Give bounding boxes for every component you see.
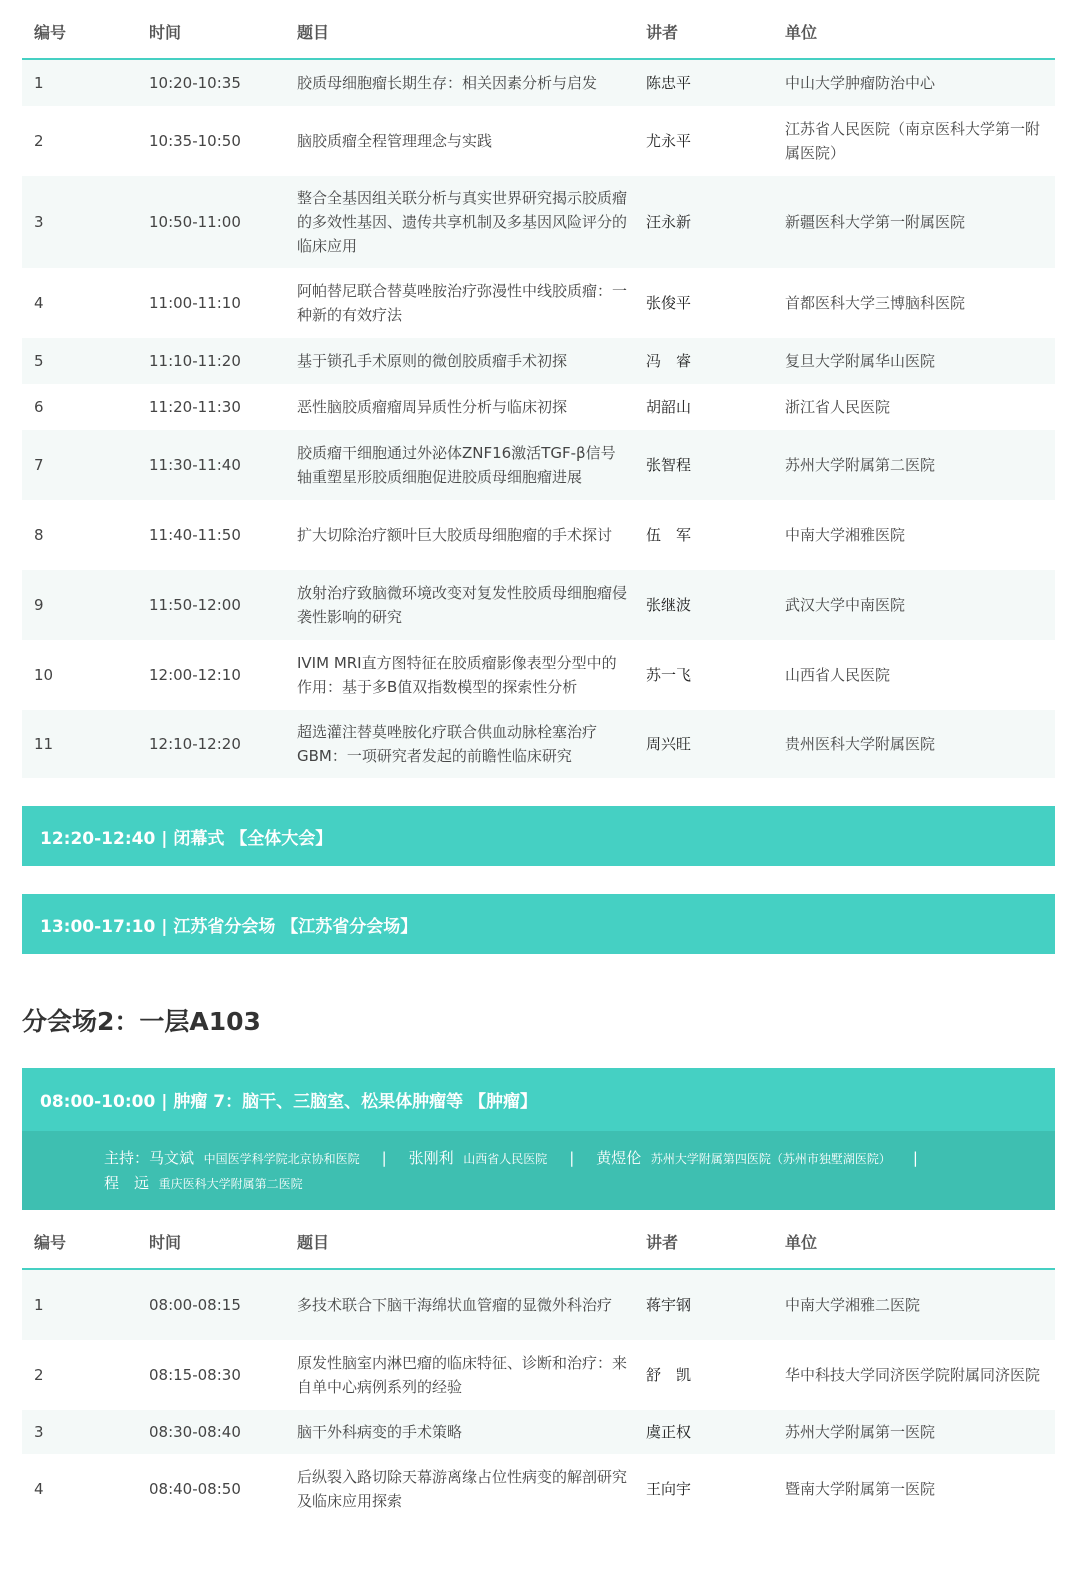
row-organization: 中南大学湘雅医院 — [785, 526, 906, 544]
row-time: 11:50-12:00 — [149, 596, 241, 614]
closing-session-band: 12:20-12:40 | 闭幕式 【全体大会】 — [22, 806, 1055, 866]
row-number: 8 — [34, 526, 44, 544]
row-organization: 苏州大学附属第一医院 — [785, 1423, 936, 1441]
header-speaker: 讲者 — [646, 23, 679, 42]
row-speaker: 伍 军 — [646, 526, 692, 544]
header-title: 题目 — [297, 23, 330, 42]
row-time: 08:30-08:40 — [149, 1423, 241, 1441]
row-title: 多技术联合下脑干海绵状血管瘤的显微外科治疗 — [297, 1296, 613, 1314]
row-speaker: 虞正权 — [646, 1423, 692, 1441]
host-name: 张刚利 — [408, 1149, 454, 1167]
table-row — [22, 500, 1055, 570]
row-speaker: 王向宇 — [646, 1480, 692, 1498]
row-title: 胶质瘤干细胞通过外泌体ZNF16激活TGF-β信号轴重塑星形胶质细胞促进胶质母细胞瘤进展 — [297, 444, 616, 486]
session-hosts — [22, 1131, 1055, 1210]
row-speaker: 蒋宇钢 — [646, 1296, 692, 1314]
table-row — [22, 570, 1055, 640]
row-speaker: 张俊平 — [646, 294, 692, 312]
row-number: 3 — [34, 213, 44, 231]
table-row — [22, 338, 1055, 384]
hall-title: 分会场2：一层A103 — [22, 1007, 261, 1036]
table-header — [22, 0, 1055, 60]
row-organization: 华中科技大学同济医学院附属同济医院 — [785, 1366, 1041, 1384]
row-organization: 复旦大学附属华山医院 — [785, 352, 936, 370]
row-time: 11:40-11:50 — [149, 526, 241, 544]
host-org: 中国医学科学院北京协和医院 — [203, 1152, 360, 1166]
table-row — [22, 710, 1055, 778]
row-speaker: 汪永新 — [646, 213, 692, 231]
host-name: 程 远 — [104, 1174, 150, 1192]
row-number: 9 — [34, 596, 44, 614]
row-title: 后纵裂入路切除天幕游离缘占位性病变的解剖研究及临床应用探索 — [297, 1468, 628, 1510]
row-title: 阿帕替尼联合替莫唑胺治疗弥漫性中线胶质瘤：一种新的有效疗法 — [297, 282, 628, 324]
row-speaker: 舒 凯 — [646, 1366, 692, 1384]
table-row — [22, 106, 1055, 176]
row-speaker: 张继波 — [646, 596, 692, 614]
table-row — [22, 60, 1055, 106]
row-title: 基于锁孔手术原则的微创胶质瘤手术初探 — [297, 352, 568, 370]
header-title: 题目 — [297, 1233, 330, 1252]
row-title: 整合全基因组关联分析与真实世界研究揭示胶质瘤的多效性基因、遗传共享机制及多基因风险评分的临床应用 — [297, 189, 628, 255]
row-organization: 江苏省人民医院（南京医科大学第一附属医院） — [785, 120, 1041, 162]
row-title: 放射治疗致脑微环境改变对复发性胶质母细胞瘤侵袭性影响的研究 — [297, 584, 628, 626]
row-number: 5 — [34, 352, 44, 370]
table-row — [22, 268, 1055, 338]
row-speaker: 尤永平 — [646, 132, 692, 150]
host-name: 马文斌 — [149, 1149, 195, 1167]
host-org: 重庆医科大学附属第二医院 — [158, 1177, 303, 1191]
table-row — [22, 1454, 1055, 1524]
table-row — [22, 1410, 1055, 1454]
row-title: 扩大切除治疗额叶巨大胶质母细胞瘤的手术探讨 — [297, 526, 613, 544]
header-time: 时间 — [149, 1233, 182, 1252]
header-organization: 单位 — [785, 1233, 818, 1252]
row-time: 11:10-11:20 — [149, 352, 241, 370]
row-time: 10:50-11:00 — [149, 213, 241, 231]
table-row — [22, 1270, 1055, 1340]
row-organization: 山西省人民医院 — [785, 666, 891, 684]
header-number: 编号 — [34, 1233, 67, 1252]
table-row — [22, 1340, 1055, 1410]
row-number: 4 — [34, 1480, 44, 1498]
row-number: 1 — [34, 74, 44, 92]
header-speaker: 讲者 — [646, 1233, 679, 1252]
host-separator: | — [912, 1149, 918, 1167]
row-organization: 武汉大学中南医院 — [785, 596, 906, 614]
table-row — [22, 430, 1055, 500]
row-time: 10:35-10:50 — [149, 132, 241, 150]
row-title: 胶质母细胞瘤长期生存：相关因素分析与启发 — [297, 74, 598, 92]
row-time: 12:00-12:10 — [149, 666, 241, 684]
row-title: 超选灌注替莫唑胺化疗联合供血动脉栓塞治疗GBM：一项研究者发起的前瞻性临床研究 — [297, 723, 598, 765]
row-title: 恶性脑胶质瘤瘤周异质性分析与临床初探 — [297, 398, 568, 416]
row-speaker: 张智程 — [646, 456, 692, 474]
host-name: 黄煜伦 — [596, 1149, 642, 1167]
row-number: 6 — [34, 398, 44, 416]
row-time: 10:20-10:35 — [149, 74, 241, 92]
row-time: 12:10-12:20 — [149, 735, 241, 753]
header-number: 编号 — [34, 23, 67, 42]
row-title: IVIM MRI直方图特征在胶质瘤影像表型分型中的作用：基于多B值双指数模型的探索性分析 — [297, 654, 617, 696]
table-row — [22, 384, 1055, 430]
row-organization: 中南大学湘雅二医院 — [785, 1296, 921, 1314]
row-time: 08:40-08:50 — [149, 1480, 241, 1498]
host-separator: | — [569, 1149, 575, 1167]
row-speaker: 陈忠平 — [646, 74, 692, 92]
row-number: 1 — [34, 1296, 44, 1314]
row-speaker: 苏一飞 — [646, 666, 692, 684]
schedule-table-2 — [22, 1210, 1055, 1270]
row-number: 2 — [34, 1366, 44, 1384]
row-speaker: 周兴旺 — [646, 735, 692, 753]
row-number: 2 — [34, 132, 44, 150]
hosts-label: 主持： — [104, 1149, 150, 1167]
host-org: 苏州大学附属第四医院（苏州市独墅湖医院） — [650, 1152, 891, 1166]
row-time: 11:00-11:10 — [149, 294, 241, 312]
row-title: 原发性脑室内淋巴瘤的临床特征、诊断和治疗：来自单中心病例系列的经验 — [297, 1354, 628, 1396]
host-org: 山西省人民医院 — [463, 1152, 548, 1166]
row-time: 11:20-11:30 — [149, 398, 241, 416]
row-time: 08:15-08:30 — [149, 1366, 241, 1384]
row-organization: 新疆医科大学第一附属医院 — [785, 213, 966, 231]
table-row — [22, 640, 1055, 710]
header-time: 时间 — [149, 23, 182, 42]
row-time: 08:00-08:15 — [149, 1296, 241, 1314]
row-number: 11 — [34, 735, 54, 753]
row-time: 11:30-11:40 — [149, 456, 241, 474]
row-number: 3 — [34, 1423, 44, 1441]
row-organization: 暨南大学附属第一医院 — [785, 1480, 936, 1498]
row-number: 7 — [34, 456, 44, 474]
tumor-session-band: 08:00-10:00 | 肿瘤 7：脑干、三脑室、松果体肿瘤等 【肿瘤】 — [22, 1068, 1055, 1131]
row-speaker: 胡韶山 — [646, 398, 692, 416]
row-number: 10 — [34, 666, 54, 684]
row-organization: 苏州大学附属第二医院 — [785, 456, 936, 474]
row-organization: 贵州医科大学附属医院 — [785, 735, 936, 753]
row-organization: 浙江省人民医院 — [785, 398, 891, 416]
row-organization: 中山大学肿瘤防治中心 — [785, 74, 936, 92]
host-separator: | — [381, 1149, 387, 1167]
table-row — [22, 176, 1055, 268]
header-organization: 单位 — [785, 23, 818, 42]
jiangsu-session-band: 13:00-17:10 | 江苏省分会场 【江苏省分会场】 — [22, 894, 1055, 954]
table-header — [22, 1210, 1055, 1270]
row-number: 4 — [34, 294, 44, 312]
row-title: 脑干外科病变的手术策略 — [297, 1423, 463, 1441]
row-speaker: 冯 睿 — [646, 352, 692, 370]
row-organization: 首都医科大学三博脑科医院 — [785, 294, 966, 312]
row-title: 脑胶质瘤全程管理理念与实践 — [297, 132, 493, 150]
